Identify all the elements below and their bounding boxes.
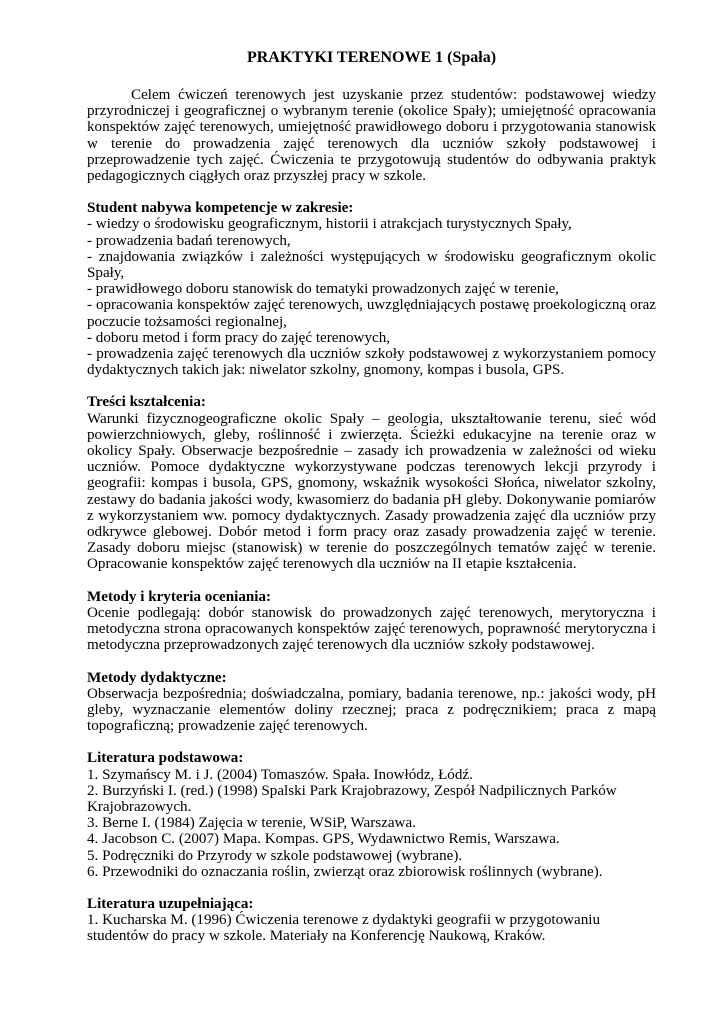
methods-section — [87, 670, 656, 735]
list-item: - znajdowania związków i zależności występujących w środowisku geograficznym okolic Spały, — [87, 248, 656, 282]
methods-heading: Metody dydaktyczne: — [87, 669, 227, 686]
list-item: - prowadzenia badań terenowych, — [87, 232, 291, 249]
list-item: 5. Podręczniki do Przyrody w szkole podstawowej (wybrane). — [87, 847, 463, 864]
list-item: - opracowania konspektów zajęć terenowych, uwzględniających postawę proekologiczną oraz poczucie tożsamości regionalnej, — [87, 297, 656, 330]
list-item: 1. Kucharska M. (1996) Ćwiczenia terenowe z dydaktyki geografii w przygotowaniu studentów do pracy w szkole. Materiały na Konferencję Naukową, Kraków. — [87, 912, 601, 945]
list-item: - wiedzy o środowisku geograficznym, historii i atrakcjach turystycznych Spały, — [87, 216, 572, 233]
assessment-paragraph: Ocenie podlegają: dobór stanowisk do prowadzonych zajęć terenowych, merytoryczna i metodyczna strona opracowanych konspektów zajęć terenowych, poprawność merytoryczna i metodyczna przeprowadzonych zajęć terenowych dla uczniów szkoły podstawowej. — [87, 604, 656, 654]
content-paragraph: Warunki fizycznogeograficzne okolic Spały – geologia, ukształtowanie terenu, sieć wód powierzchniowych, gleby, roślinność i zwierzęta. Ścieżki edukacyjne na terenie oraz w okolicy Spały. Obserwacje bezpośrednie – zasady ich prowadzenia w zależności od wieku uczniów. Pomoce dydaktyczne wykorzystywane podczas terenowych lekcji przyrody i geografii: kompas i busola, GPS, gnomony, wskaźnik wysokości Słońca, niwelator szkolny, zestawy do badania jakości wody, kwasomierz do badania pH gleby. Dokonywanie pomiarów z wykorzystaniem ww. pomocy dydaktycznych. Zasady prowadzenia zajęć dla uczniów przy odkrywce glebowej. Dobór metod i form pracy oraz zasady prowadzenia zajęć w terenie. Zasady doboru miejsc (stanowisk) w terenie do poszczególnych tematów zajęć w terenie. Opracowanie konspektów zajęć terenowych dla uczniów na II etapie kształcenia. — [87, 410, 656, 573]
methods-paragraph: Obserwacja bezpośrednia; doświadczalna, pomiary, badania terenowe, np.: jakości wody, pH gleby, wyznaczanie elementów doliny rzecznej; praca z podręcznikiem; praca z mapą topograficzną; prowadzenie zajęć terenowych. — [87, 685, 656, 735]
content-heading: Treści kształcenia: — [87, 394, 206, 411]
supplementary-literature-heading: Literatura uzupełniająca: — [87, 895, 254, 912]
assessment-heading: Metody i kryteria oceniania: — [87, 588, 272, 605]
list-item: 6. Przewodniki do oznaczania roślin, zwierząt oraz zbiorowisk roślinnych (wybrane). — [87, 863, 603, 880]
supplementary-literature-section — [87, 896, 656, 945]
competences-heading: Student nabywa kompetencje w zakresie: — [87, 200, 354, 217]
list-item: 1. Szymańscy M. i J. (2004) Tomaszów. Spała. Inowłódz, Łódź. — [87, 766, 473, 783]
intro-paragraph: Celem ćwiczeń terenowych jest uzyskanie przez studentów: podstawowej wiedzy przyrodniczej i geograficznej o wybranym terenie (okolice Spały); umiejętność opracowania konspektów zajęć terenowych, umiejętność prawidłowego doboru i przygotowania stanowisk w terenie do prowadzenia zajęć terenowych dla uczniów szkoły podstawowej i przeprowadzenie tych zajęć. Ćwiczenia te przygotowują studentów do odbywania praktyk pedagogicznych ciągłych oraz przyszłej pracy w szkole. — [87, 87, 656, 185]
basic-literature-section — [87, 750, 656, 880]
list-item: - doboru metod i form pracy do zajęć terenowych, — [87, 329, 391, 346]
assessment-section — [87, 589, 656, 654]
list-item: 3. Berne I. (1984) Zajęcia w terenie, WSiP, Warszawa. — [87, 815, 416, 832]
basic-literature-heading: Literatura podstawowa: — [87, 750, 244, 767]
page-title: PRAKTYKI TERENOWE 1 (Spała) — [246, 49, 497, 66]
list-item: - prowadzenia zajęć terenowych dla uczniów szkoły podstawowej z wykorzystaniem pomocy dydaktycznych takich jak: niwelator szkolny, gnomony, kompas i busola, GPS. — [87, 346, 656, 379]
list-item: 2. Burzyński I. (red.) (1998) Spalski Park Krajobrazowy, Zespół Nadpilicznych Parków Krajobrazowych. — [87, 782, 617, 815]
list-item: 4. Jacobson C. (2007) Mapa. Kompas. GPS, Wydawnictwo Remis, Warszawa. — [87, 831, 560, 848]
competences-section — [87, 200, 656, 378]
content-section — [87, 394, 656, 572]
list-item: - prawidłowego doboru stanowisk do tematyki prowadzonych zajęć w terenie, — [87, 281, 559, 298]
